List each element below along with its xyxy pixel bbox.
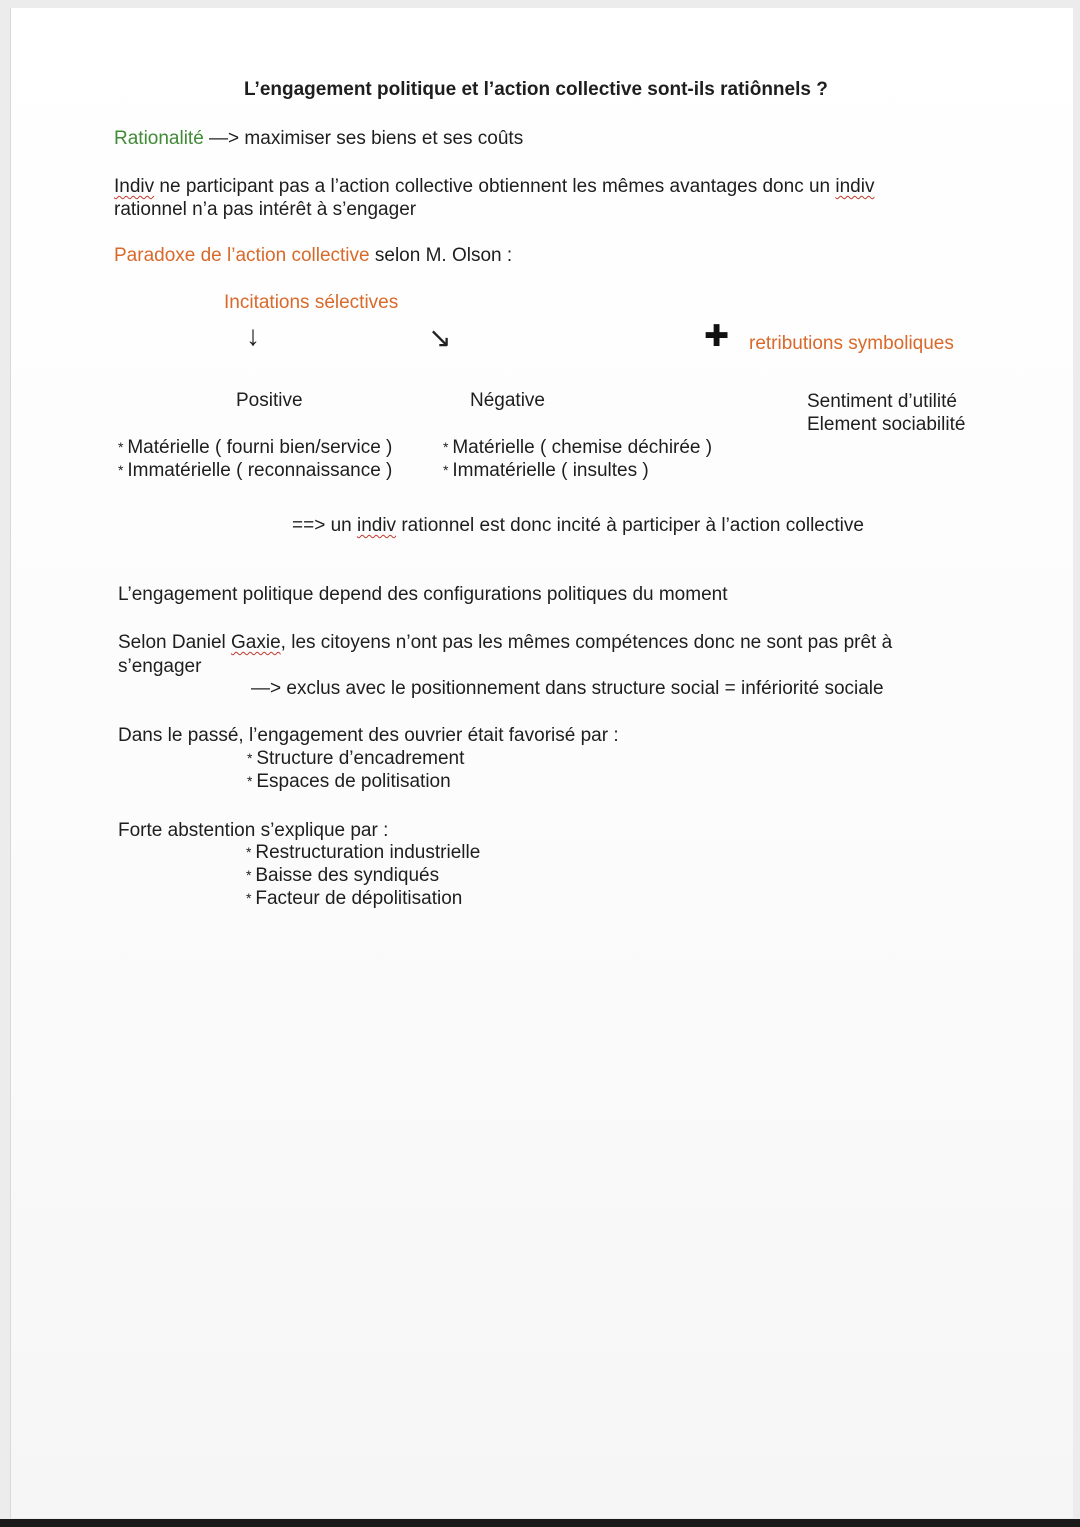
engagement-line: L’engagement politique depend des configurations politiques du moment [118,584,728,605]
paradoxe-term: Paradoxe de l’action collective [114,245,370,266]
list-item: * Baisse des syndiqués [246,864,480,887]
conclusion-rest: rationnel est donc incité à participer à l’action collective [396,515,864,536]
list-item: * Restructuration industrielle [246,841,480,864]
rationalite-line [114,127,523,150]
down-arrow-icon: ↓ [246,320,260,351]
abstention-intro: Forte abstention s’explique par : [118,820,389,841]
indiv-paragraph-line1 [114,175,874,198]
abstention-list [246,841,480,910]
symbolic-item-1: Sentiment d’utilité [807,391,957,412]
gaxie-line1 [118,631,892,654]
indiv-paragraph-line2: rationnel n’a pas intérêt à s’engager [114,199,417,220]
negative-heading: Négative [470,390,545,411]
plus-icon: ✚ [704,320,730,353]
passe-list [247,747,464,793]
paradoxe-line [114,244,512,267]
retributions-label: retributions symboliques [749,333,954,354]
paradoxe-rest: selon M. Olson : [369,245,513,266]
positive-heading: Positive [236,390,303,411]
list-item: * Matérielle ( fourni bien/service ) [118,436,392,459]
gaxie-name: Gaxie [231,632,281,653]
gaxie-after: , les citoyens n’ont pas les mêmes compétences donc ne sont pas prêt à [280,632,893,653]
symbolic-item-2: Element sociabilité [807,414,966,435]
indiv-word-1: Indiv [114,176,155,197]
list-item: * Matérielle ( chemise déchirée ) [443,436,712,459]
conclusion-line [292,514,864,537]
document-page [10,8,1073,1518]
list-item: * Facteur de dépolitisation [246,887,480,910]
diagonal-arrow-icon: ↘ [428,322,452,353]
list-item: * Immatérielle ( insultes ) [443,459,712,482]
gaxie-line2: s’engager [118,656,202,677]
rationalite-definition: —> maximiser ses biens et ses coûts [203,128,524,149]
gaxie-arrow-line: —> exclus avec le positionnement dans structure social = infériorité sociale [251,678,884,699]
incitations-label: Incitations sélectives [224,292,399,313]
page-title: L’engagement politique et l’action collective sont-ils ratiônnels ? [244,79,828,100]
passe-intro: Dans le passé, l’engagement des ouvrier était favorisé par : [118,725,619,746]
page-bottom-edge [0,1519,1080,1527]
indiv-word-2: indiv [835,176,875,197]
negative-list [443,436,712,482]
list-item: * Espaces de politisation [247,770,464,793]
gaxie-before: Selon Daniel [118,632,232,653]
conclusion-indiv-word: indiv [356,515,397,536]
rationalite-term: Rationalité [114,128,204,149]
list-item: * Structure d’encadrement [247,747,464,770]
list-item: * Immatérielle ( reconnaissance ) [118,459,392,482]
positive-list [118,436,392,482]
indiv-paragraph-text: ne participant pas a l’action collective obtiennent les mêmes avantages donc un [154,176,836,197]
conclusion-prefix: ==> un [292,515,357,536]
